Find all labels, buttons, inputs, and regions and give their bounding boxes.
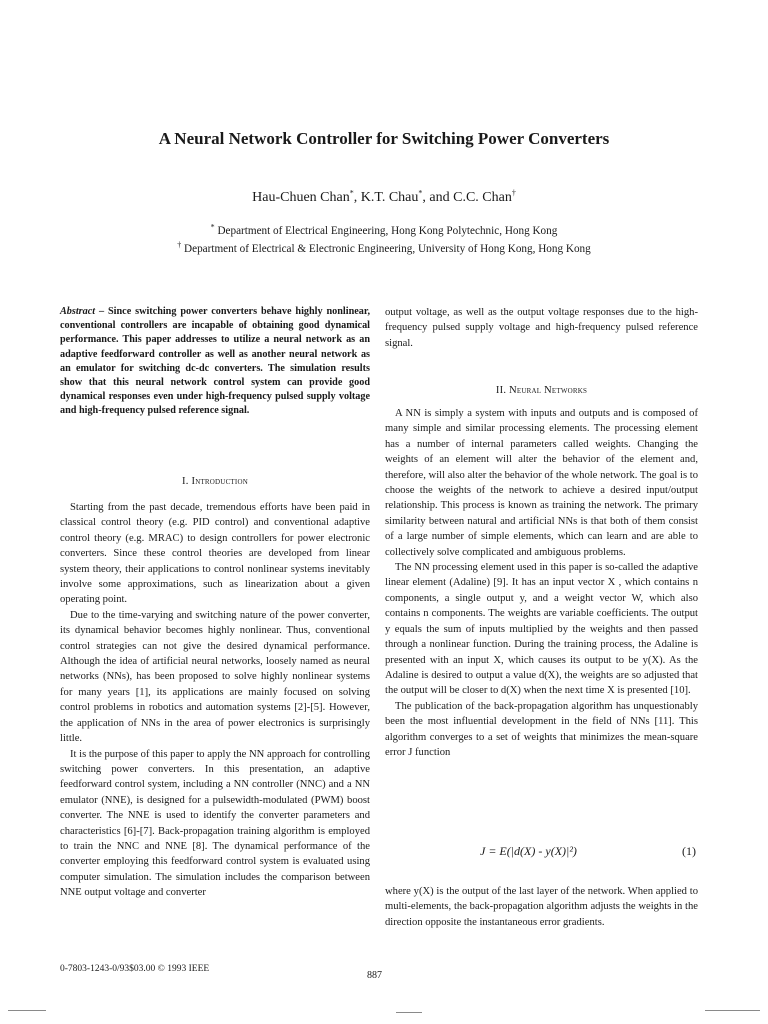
affiliation-mark: † <box>511 188 516 198</box>
paragraph: output voltage, as well as the output voltage responses due to the high-frequency pulsed supply voltage and high-frequency pulsed reference signal. <box>385 307 698 349</box>
equation-1 <box>385 842 698 860</box>
section-heading-neural-networks: II. Neural Networks <box>495 385 588 396</box>
scan-artifact <box>8 1010 46 1011</box>
copyright-notice: 0-7803-1243-0/93$03.00 © 1993 IEEE <box>60 964 210 974</box>
abstract-label: Abstract <box>60 306 96 317</box>
author-line: Hau-Chuen Chan*, K.T. Chau*, and C.C. Chan† <box>252 188 516 205</box>
paragraph: The publication of the back-propagation algorithm has unquestionably been the most influential development in the field of NNs [11]. This algorithm converges to a set of weights that minimizes the mean-square error J function <box>385 700 698 758</box>
equation-text: J = E(|d(X) - y(X)|²) <box>480 844 577 858</box>
paragraph: A NN is simply a system with inputs and outputs and is composed of many simple and similar processing elements. The processing element has a number of internal parameters called weights. Changing the weights of an element will alter the behavior of the element and, therefore, will also alter the behavior of the whole network. The goal is to choose the weights of the network to achieve a desired input/output relationship. This process is known as training the network. The primary similarity between natural and artificial NNs is that both of them consist of a large number of simple elements, which can learn and are able to collectively solve complicated and ambiguous problems. <box>385 408 698 558</box>
affiliation-mark: * <box>349 188 354 198</box>
affiliation-mark: * <box>418 188 423 198</box>
affiliation-2 <box>0 242 768 256</box>
scan-artifact <box>396 1012 422 1013</box>
paragraph: Due to the time-varying and switching nature of the power converter, its dynamical behavior becomes highly nonlinear. Thus, conventional control strategies can not give the desired dynamical performance. Although the idea of artificial neural networks, loosely named as neural networks (NNs), has been proposed to solve highly nonlinear systems for many years [1], its applications are mainly focused on solving control problems in robotics and automation systems [2]-[5]. However, the application of NNs in the area of power electronics is surprisingly little. <box>60 609 370 745</box>
author-conjunction: and <box>429 190 450 205</box>
paragraph: Starting from the past decade, tremendous efforts have been paid in classical control theory (e.g. PID control) and conventional adaptive control theory (e.g. MRAC) to design controllers for power electronic converters. Since these control theories are developed from linear system theory, their applications to control nonlinear systems inevitably involve some approximations, such as linearization about a given operating point. <box>60 502 370 606</box>
neural-networks-body <box>385 406 698 760</box>
affiliation-mark: * <box>210 222 215 232</box>
paragraph: The NN processing element used in this paper is so-called the adaptive linear element (Adaline) [9]. It has an input vector X , which contains n components, a single output y, and a weight vector W, which also contains n components. The weights are variable coefficients. The output y equals the sum of inputs multiplied by the weights and then passed through a nonlinear function. During the training process, the Adaline is presented with an input X, which causes its output to be y(X). As the Adaline is desired to output a value d(X), the weights are so adjusted that the output will be closer to d(X) when the next time X is presented [10]. <box>385 562 698 697</box>
section-heading-introduction: I. Introduction <box>182 476 248 487</box>
affiliation-text: Department of Electrical Engineering, Hong Kong Polytechnic, Hong Kong <box>217 225 558 237</box>
right-column-continuation <box>385 305 698 351</box>
abstract-text: Since switching power converters behave highly nonlinear, conventional controllers are incapable of obtaining good dynamical performance. This paper addresses to utilize a neural network as an adaptive feedforward controller as well as another neural network as an emulator for switching dc-dc converters. The simulation results show that this neural network control system can provide good dynamical responses even under high-frequency pulsed supply voltage and high-frequency pulsed reference signal. <box>60 306 370 417</box>
abstract <box>60 305 370 419</box>
abstract-dash: – <box>99 306 105 317</box>
paragraph: where y(X) is the output of the last layer of the network. When applied to multi-elements, the back-propagation algorithm adjusts the weights in the direction opposite the instantaneous error gradients. <box>385 886 698 928</box>
page-number: 887 <box>367 970 382 981</box>
scan-artifact <box>705 1010 760 1011</box>
affiliation-text: Department of Electrical & Electronic Engineering, University of Hong Kong, Hong Kong <box>184 243 591 255</box>
introduction-body <box>60 500 370 901</box>
paper-title: A Neural Network Controller for Switching Power Converters <box>158 129 610 148</box>
affiliation-mark: † <box>177 240 182 250</box>
equation-number: (1) <box>682 844 696 858</box>
post-equation-text <box>385 884 698 930</box>
author-name: K.T. Chau <box>360 190 419 205</box>
author-name: Hau-Chuen Chan <box>252 190 350 205</box>
author-name: C.C. Chan <box>453 190 512 205</box>
affiliation-1 <box>0 224 768 238</box>
paragraph: It is the purpose of this paper to apply the NN approach for controlling switching power converters. In this presentation, an adaptive feedforward control system, including a NN controller (NNC) and a NN emulator (NNE), is designed for a pulsewidth-modulated (PWM) boost converter. The NNE is used to identify the converter parameters and characteristics [6]-[7]. Back-propagation training algorithm is employed to train the NNC and NNE [8]. The dynamical performance of the converter employing this feedforward control system is evaluated using computer simulation. The simulation includes the comparison between NNE output voltage and converter <box>60 748 370 899</box>
